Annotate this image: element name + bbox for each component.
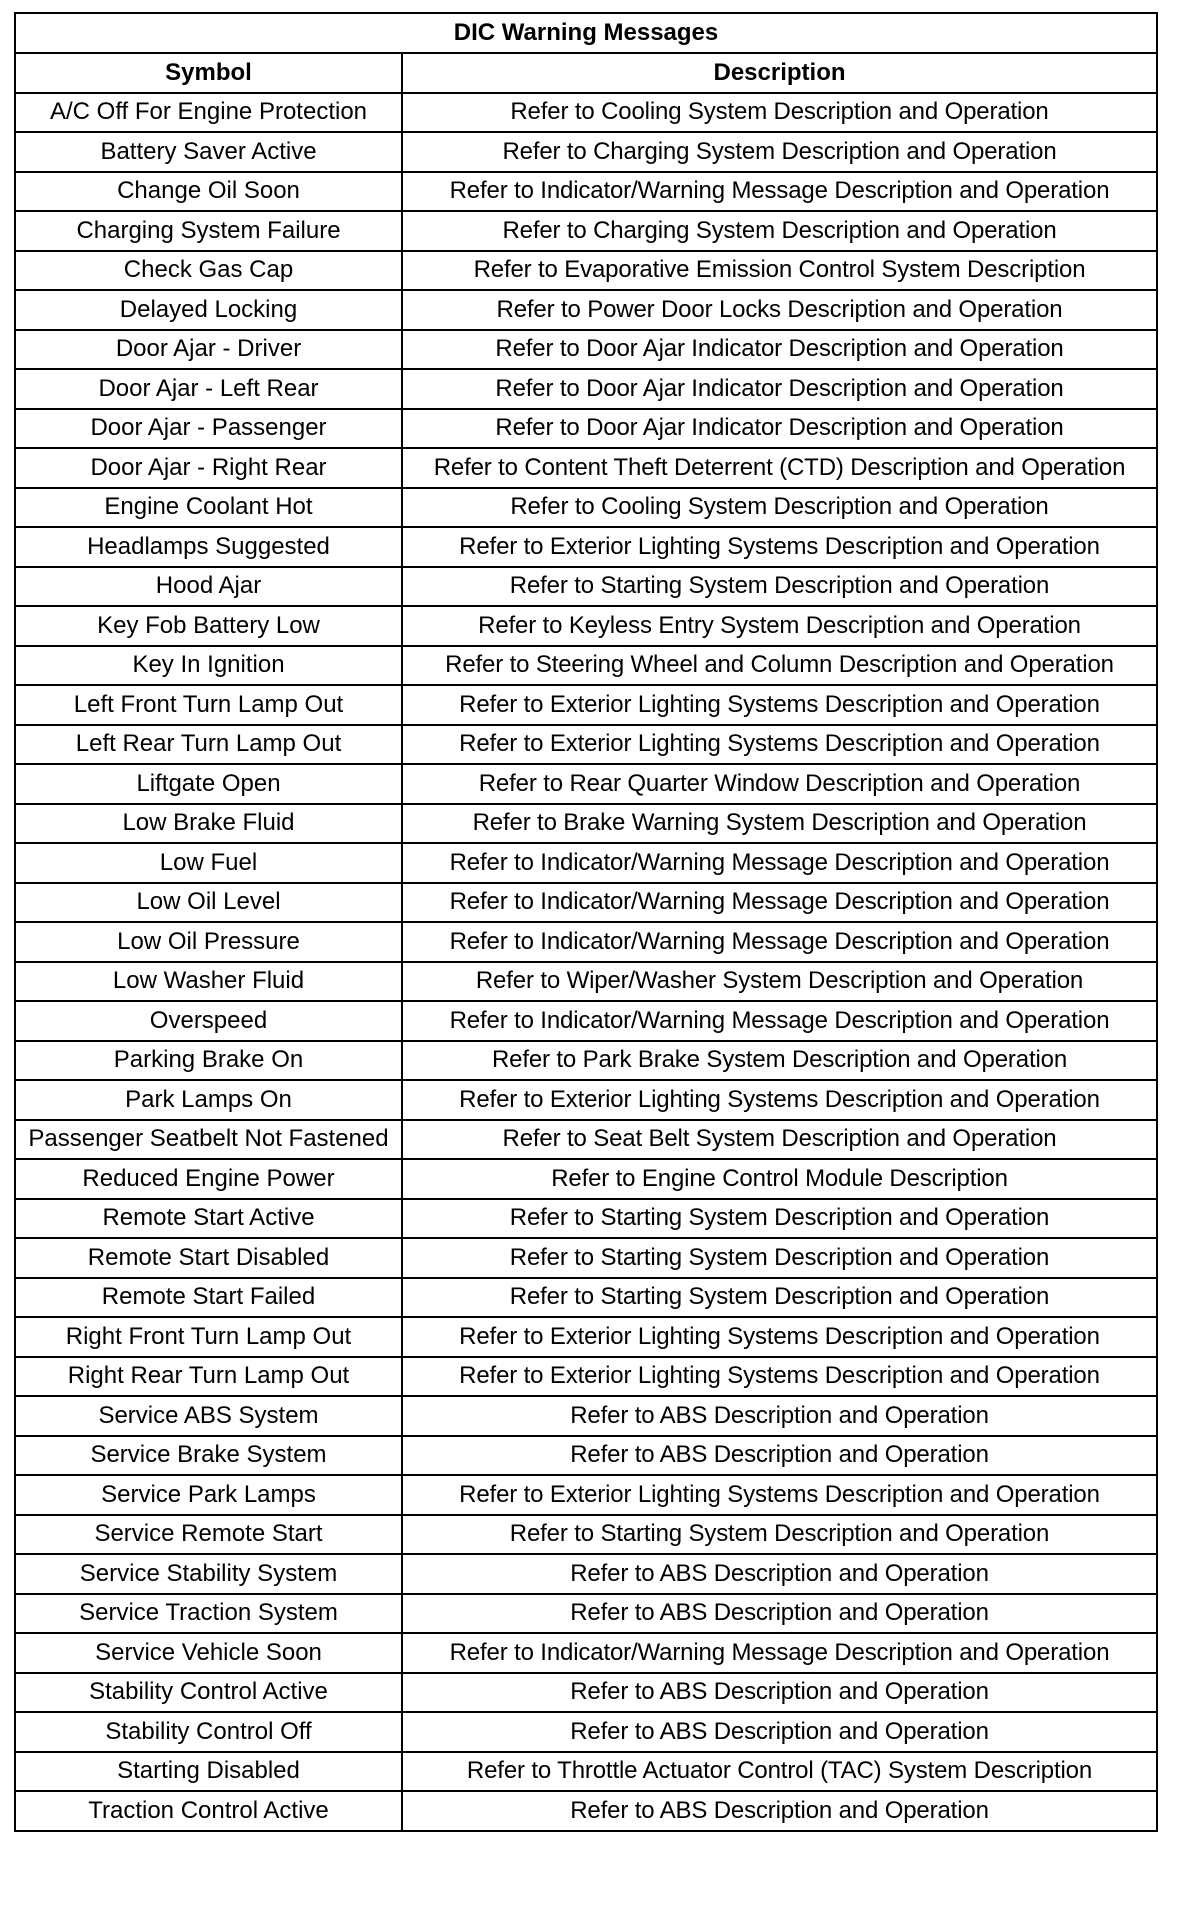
table-row	[15, 1080, 1157, 1120]
description-cell: Refer to ABS Description and Operation	[402, 1791, 1157, 1831]
description-cell: Refer to Exterior Lighting Systems Description and Operation	[402, 685, 1157, 725]
description-cell: Refer to Indicator/Warning Message Description and Operation	[402, 1001, 1157, 1041]
symbol-cell: Service Traction System	[15, 1594, 402, 1634]
description-cell: Refer to Keyless Entry System Description and Operation	[402, 606, 1157, 646]
symbol-cell: Stability Control Off	[15, 1712, 402, 1752]
symbol-cell: Right Rear Turn Lamp Out	[15, 1357, 402, 1397]
symbol-cell: Door Ajar - Passenger	[15, 409, 402, 449]
table-row	[15, 725, 1157, 765]
description-cell: Refer to Door Ajar Indicator Description and Operation	[402, 409, 1157, 449]
description-cell: Refer to Charging System Description and Operation	[402, 132, 1157, 172]
table-row	[15, 409, 1157, 449]
symbol-cell: Remote Start Failed	[15, 1278, 402, 1318]
description-cell: Refer to Charging System Description and Operation	[402, 211, 1157, 251]
table-row	[15, 1554, 1157, 1594]
table-row	[15, 1041, 1157, 1081]
description-cell: Refer to Cooling System Description and Operation	[402, 93, 1157, 133]
description-cell: Refer to ABS Description and Operation	[402, 1673, 1157, 1713]
dic-warning-messages-table	[14, 12, 1158, 1832]
symbol-cell: Hood Ajar	[15, 567, 402, 607]
table-title: DIC Warning Messages	[15, 13, 1157, 53]
table-row	[15, 1791, 1157, 1831]
symbol-cell: Service Park Lamps	[15, 1475, 402, 1515]
symbol-cell: Headlamps Suggested	[15, 527, 402, 567]
symbol-cell: Parking Brake On	[15, 1041, 402, 1081]
symbol-cell: Door Ajar - Left Rear	[15, 369, 402, 409]
table-row	[15, 369, 1157, 409]
symbol-cell: Check Gas Cap	[15, 251, 402, 291]
table-row	[15, 1436, 1157, 1476]
description-cell: Refer to ABS Description and Operation	[402, 1594, 1157, 1634]
description-cell: Refer to Throttle Actuator Control (TAC) System Description	[402, 1752, 1157, 1792]
symbol-cell: Door Ajar - Driver	[15, 330, 402, 370]
symbol-cell: Change Oil Soon	[15, 172, 402, 212]
table-row	[15, 1396, 1157, 1436]
description-cell: Refer to Evaporative Emission Control System Description	[402, 251, 1157, 291]
table-row	[15, 330, 1157, 370]
symbol-cell: Service Vehicle Soon	[15, 1633, 402, 1673]
table-row	[15, 1594, 1157, 1634]
description-cell: Refer to Exterior Lighting Systems Description and Operation	[402, 1080, 1157, 1120]
table-row	[15, 251, 1157, 291]
description-cell: Refer to Indicator/Warning Message Description and Operation	[402, 172, 1157, 212]
description-cell: Refer to Park Brake System Description and Operation	[402, 1041, 1157, 1081]
table-body	[15, 93, 1157, 1831]
symbol-cell: Low Oil Level	[15, 883, 402, 923]
table-row	[15, 1199, 1157, 1239]
column-header-description: Description	[402, 53, 1157, 93]
description-cell: Refer to Exterior Lighting Systems Description and Operation	[402, 1475, 1157, 1515]
table-header	[15, 13, 1157, 93]
symbol-cell: Service Stability System	[15, 1554, 402, 1594]
table-row	[15, 1278, 1157, 1318]
description-cell: Refer to Cooling System Description and Operation	[402, 488, 1157, 528]
symbol-cell: Right Front Turn Lamp Out	[15, 1317, 402, 1357]
table-row	[15, 172, 1157, 212]
table-row	[15, 290, 1157, 330]
symbol-cell: Reduced Engine Power	[15, 1159, 402, 1199]
dic-warning-table-container	[14, 12, 1156, 1832]
table-row	[15, 804, 1157, 844]
description-cell: Refer to Exterior Lighting Systems Description and Operation	[402, 1317, 1157, 1357]
description-cell: Refer to Starting System Description and Operation	[402, 1278, 1157, 1318]
symbol-cell: Remote Start Active	[15, 1199, 402, 1239]
description-cell: Refer to Door Ajar Indicator Description and Operation	[402, 369, 1157, 409]
description-cell: Refer to Wiper/Washer System Description and Operation	[402, 962, 1157, 1002]
table-row	[15, 1317, 1157, 1357]
table-row	[15, 1238, 1157, 1278]
table-row	[15, 1159, 1157, 1199]
description-cell: Refer to Door Ajar Indicator Description and Operation	[402, 330, 1157, 370]
description-cell: Refer to Indicator/Warning Message Description and Operation	[402, 843, 1157, 883]
symbol-cell: Low Brake Fluid	[15, 804, 402, 844]
description-cell: Refer to ABS Description and Operation	[402, 1436, 1157, 1476]
table-row	[15, 132, 1157, 172]
table-row	[15, 93, 1157, 133]
description-cell: Refer to Starting System Description and Operation	[402, 567, 1157, 607]
symbol-cell: A/C Off For Engine Protection	[15, 93, 402, 133]
symbol-cell: Starting Disabled	[15, 1752, 402, 1792]
description-cell: Refer to Brake Warning System Description and Operation	[402, 804, 1157, 844]
symbol-cell: Key In Ignition	[15, 646, 402, 686]
symbol-cell: Service ABS System	[15, 1396, 402, 1436]
table-row	[15, 843, 1157, 883]
table-row	[15, 211, 1157, 251]
description-cell: Refer to Engine Control Module Description	[402, 1159, 1157, 1199]
symbol-cell: Low Fuel	[15, 843, 402, 883]
symbol-cell: Remote Start Disabled	[15, 1238, 402, 1278]
description-cell: Refer to Power Door Locks Description and Operation	[402, 290, 1157, 330]
table-row	[15, 646, 1157, 686]
table-row	[15, 764, 1157, 804]
symbol-cell: Battery Saver Active	[15, 132, 402, 172]
table-row	[15, 527, 1157, 567]
symbol-cell: Service Remote Start	[15, 1515, 402, 1555]
table-row	[15, 1515, 1157, 1555]
description-cell: Refer to ABS Description and Operation	[402, 1712, 1157, 1752]
description-cell: Refer to Exterior Lighting Systems Description and Operation	[402, 1357, 1157, 1397]
description-cell: Refer to Seat Belt System Description and Operation	[402, 1120, 1157, 1160]
table-row	[15, 1633, 1157, 1673]
description-cell: Refer to ABS Description and Operation	[402, 1554, 1157, 1594]
table-row	[15, 1357, 1157, 1397]
symbol-cell: Left Rear Turn Lamp Out	[15, 725, 402, 765]
table-row	[15, 1475, 1157, 1515]
symbol-cell: Park Lamps On	[15, 1080, 402, 1120]
table-title-row	[15, 13, 1157, 53]
table-row	[15, 1673, 1157, 1713]
symbol-cell: Engine Coolant Hot	[15, 488, 402, 528]
table-row	[15, 883, 1157, 923]
column-header-row	[15, 53, 1157, 93]
description-cell: Refer to Starting System Description and Operation	[402, 1238, 1157, 1278]
symbol-cell: Stability Control Active	[15, 1673, 402, 1713]
description-cell: Refer to Steering Wheel and Column Description and Operation	[402, 646, 1157, 686]
symbol-cell: Service Brake System	[15, 1436, 402, 1476]
table-row	[15, 1120, 1157, 1160]
column-header-symbol: Symbol	[15, 53, 402, 93]
table-row	[15, 685, 1157, 725]
description-cell: Refer to Indicator/Warning Message Description and Operation	[402, 883, 1157, 923]
table-row	[15, 1001, 1157, 1041]
symbol-cell: Key Fob Battery Low	[15, 606, 402, 646]
description-cell: Refer to Exterior Lighting Systems Description and Operation	[402, 725, 1157, 765]
symbol-cell: Traction Control Active	[15, 1791, 402, 1831]
table-row	[15, 1752, 1157, 1792]
description-cell: Refer to Content Theft Deterrent (CTD) Description and Operation	[402, 448, 1157, 488]
symbol-cell: Liftgate Open	[15, 764, 402, 804]
description-cell: Refer to Rear Quarter Window Description and Operation	[402, 764, 1157, 804]
table-row	[15, 922, 1157, 962]
symbol-cell: Delayed Locking	[15, 290, 402, 330]
table-row	[15, 567, 1157, 607]
description-cell: Refer to Exterior Lighting Systems Description and Operation	[402, 527, 1157, 567]
table-row	[15, 448, 1157, 488]
symbol-cell: Low Washer Fluid	[15, 962, 402, 1002]
description-cell: Refer to ABS Description and Operation	[402, 1396, 1157, 1436]
symbol-cell: Door Ajar - Right Rear	[15, 448, 402, 488]
description-cell: Refer to Indicator/Warning Message Description and Operation	[402, 922, 1157, 962]
table-row	[15, 488, 1157, 528]
description-cell: Refer to Starting System Description and Operation	[402, 1515, 1157, 1555]
table-row	[15, 962, 1157, 1002]
symbol-cell: Charging System Failure	[15, 211, 402, 251]
table-row	[15, 1712, 1157, 1752]
symbol-cell: Left Front Turn Lamp Out	[15, 685, 402, 725]
symbol-cell: Overspeed	[15, 1001, 402, 1041]
symbol-cell: Passenger Seatbelt Not Fastened	[15, 1120, 402, 1160]
table-row	[15, 606, 1157, 646]
description-cell: Refer to Indicator/Warning Message Description and Operation	[402, 1633, 1157, 1673]
description-cell: Refer to Starting System Description and Operation	[402, 1199, 1157, 1239]
symbol-cell: Low Oil Pressure	[15, 922, 402, 962]
